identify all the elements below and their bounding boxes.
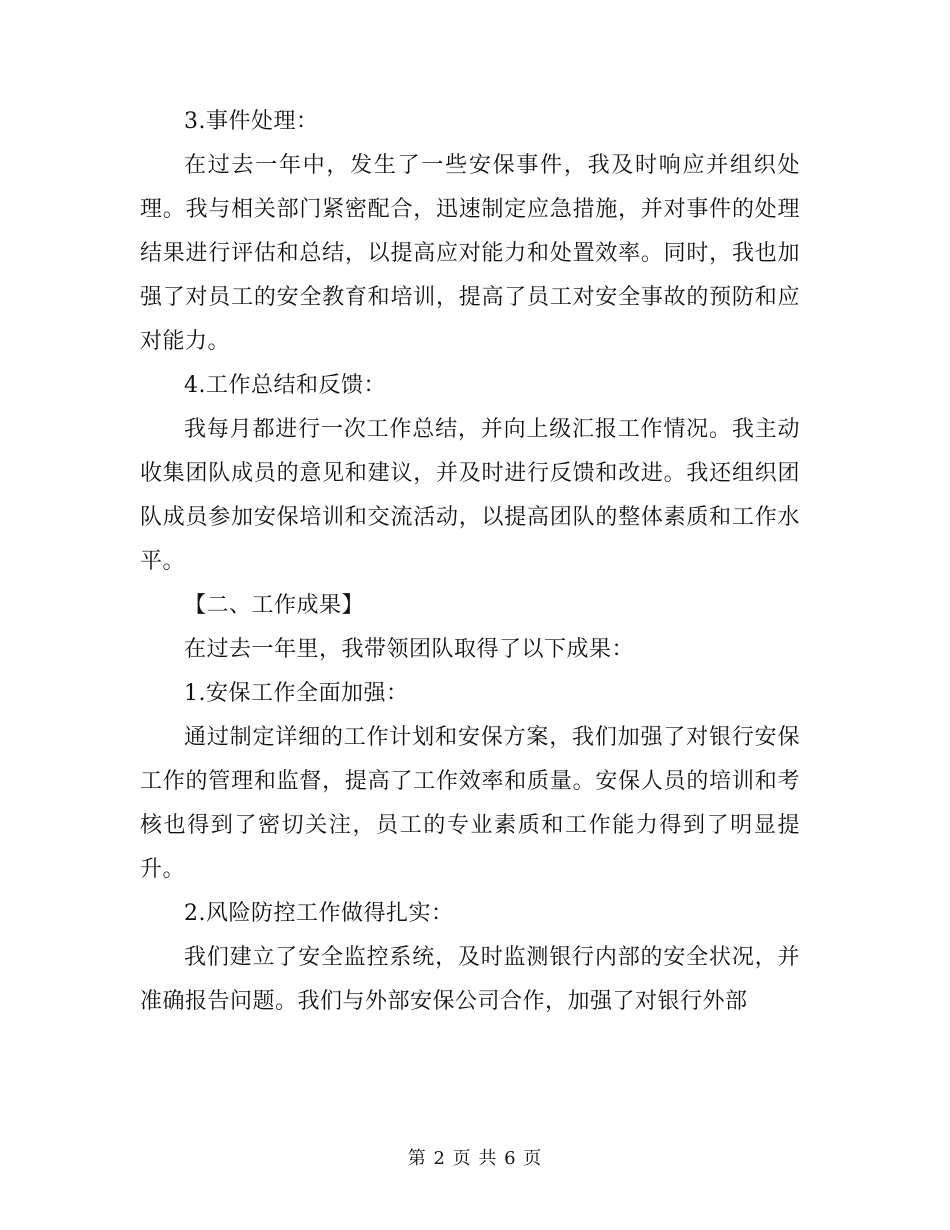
paragraph-summary-feedback: 我每月都进行一次工作总结，并向上级汇报工作情况。我主动收集团队成员的意见和建议，并及时进行反馈和改进。我还组织团队成员参加安保培训和交流活动，以提高团队的整体素质和工作水平。 (140, 417, 800, 574)
subheading-event-handling: 3.事件处理： (184, 109, 319, 134)
page-number-footer: 第 2 页 共 6 页 (407, 1148, 543, 1169)
document-body (140, 100, 800, 1024)
paragraph-security-strengthened: 通过制定详细的工作计划和安保方案，我们加强了对银行安保工作的管理和监督，提高了工作效率和质量。安保人员的培训和考核也得到了密切关注，员工的专业素质和工作能力得到了明显提升。 (140, 725, 800, 882)
paragraph-event-handling: 在过去一年中，发生了一些安保事件，我及时响应并组织处理。我与相关部门紧密配合，迅速制定应急措施，并对事件的处理结果进行评估和总结，以提高应对能力和处置效率。同时，我也加强了对员工的安全教育和培训，提高了员工对安全事故的预防和应对能力。 (140, 153, 800, 354)
section-heading-results: 【二、工作成果】 (184, 593, 365, 618)
subheading-security-strengthened: 1.安保工作全面加强： (184, 681, 409, 706)
paragraph-results-intro: 在过去一年里，我带领团队取得了以下成果： (184, 637, 635, 662)
subheading-risk-control: 2.风险防控工作做得扎实： (184, 901, 454, 926)
paragraph-risk-control: 我们建立了安全监控系统，及时监测银行内部的安全状况，并准确报告问题。我们与外部安保公司合作，加强了对银行外部 (140, 945, 800, 1014)
subheading-summary-feedback: 4.工作总结和反馈： (184, 373, 386, 398)
